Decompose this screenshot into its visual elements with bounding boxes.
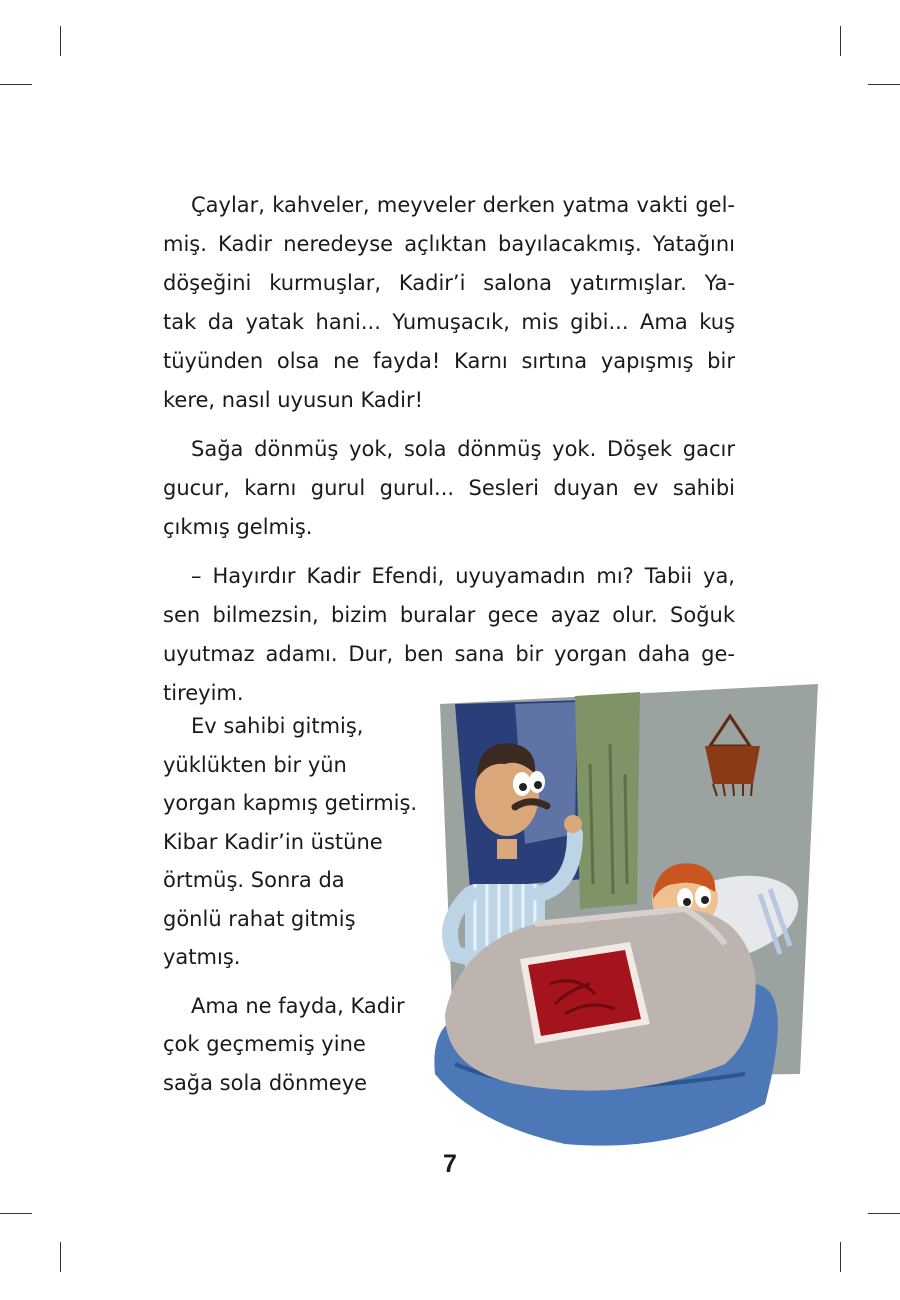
crop-mark-bottom-right <box>840 1242 841 1272</box>
text-line: yatmış. <box>163 945 241 969</box>
text-line: tüyünden olsa ne fayda! Karnı sırtına yapışmış bir <box>163 349 735 373</box>
text-line: tireyim. <box>163 681 244 705</box>
text-line: sen bilmezsin, bizim buralar gece ayaz olur. Soğuk <box>163 603 735 627</box>
paragraph-5 <box>163 987 443 1103</box>
text-line: Ev sahibi gitmiş, <box>191 714 364 738</box>
text-line: yorgan kapmış getirmiş. <box>163 791 418 815</box>
text-line: kere, nasıl uyusun Kadir! <box>163 388 424 412</box>
text-line: Çaylar, kahveler, meyveler derken yatma vakti gel- <box>191 193 735 217</box>
text-line: – Hayırdır Kadir Efendi, uyuyamadın mı? Tabii ya, <box>191 564 735 588</box>
text-line: çok geçmemiş yine <box>163 1032 366 1056</box>
paragraph-2 <box>163 430 735 547</box>
crop-mark-bottom-right-h <box>868 1213 900 1214</box>
page-number: 7 <box>443 1150 457 1178</box>
text-line: çıkmış gelmiş. <box>163 515 313 539</box>
text-line: tak da yatak hani... Yumuşacık, mis gibi... Ama kuş <box>163 310 735 334</box>
crop-mark-bottom-left-h <box>0 1213 32 1214</box>
text-line: uyutmaz adamı. Dur, ben sana bir yorgan daha ge- <box>163 642 735 666</box>
text-line: gönlü rahat gitmiş <box>163 906 356 931</box>
text-line: miş. Kadir neredeyse açlıktan bayılacakmış. Yatağını <box>163 232 735 256</box>
text-line: döşeğini kurmuşlar, Kadir’i salona yatırmışlar. Ya- <box>163 271 735 295</box>
narrow-text <box>163 707 443 1102</box>
crop-mark-bottom-left <box>60 1242 61 1272</box>
crop-mark-top-right <box>840 26 841 56</box>
body-text <box>163 186 735 713</box>
crop-mark-top-left <box>60 26 61 56</box>
text-line: yüklükten bir yün <box>163 752 347 777</box>
paragraph-1 <box>163 186 735 420</box>
text-line: gucur, karnı gurul gurul... Sesleri duyan ev sahibi <box>163 476 735 500</box>
text-line: Ama ne fayda, Kadir <box>191 993 405 1018</box>
crop-mark-top-right-h <box>868 84 900 85</box>
text-line: örtmüş. Sonra da <box>163 868 345 892</box>
text-line: Sağa dönmüş yok, sola dönmüş yok. Döşek gacır <box>191 437 735 461</box>
text-line: sağa sola dönmeye <box>163 1070 368 1095</box>
text-line: Kibar Kadir’in üstüne <box>163 829 383 854</box>
bedroom-illustration <box>425 684 820 1154</box>
paragraph-4 <box>163 707 443 977</box>
crop-mark-top-left-h <box>0 84 32 85</box>
curtain <box>575 692 640 909</box>
